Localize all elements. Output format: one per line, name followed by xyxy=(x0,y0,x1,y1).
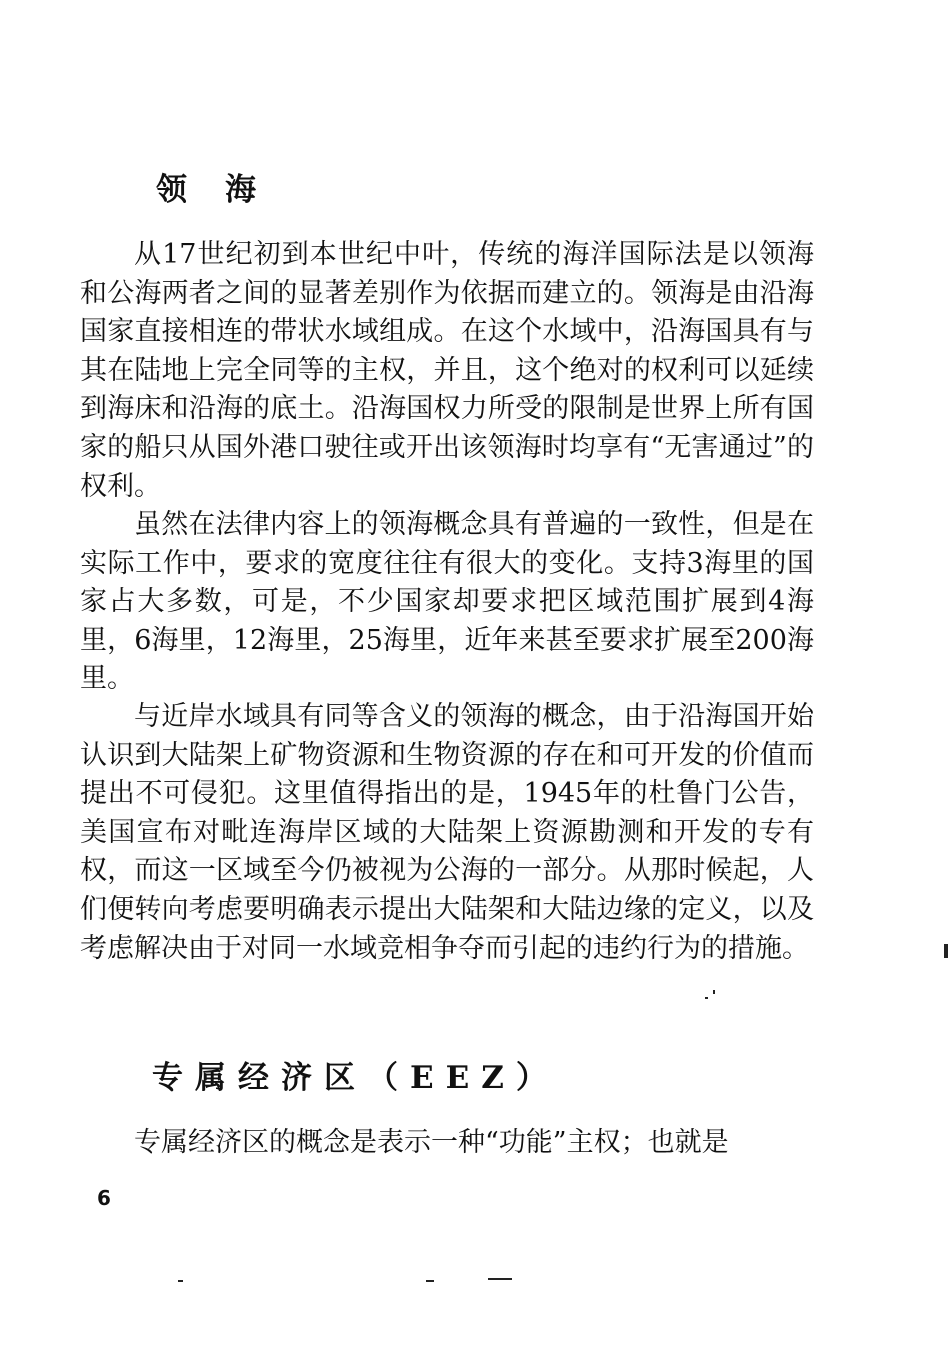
scan-speck xyxy=(426,1280,434,1282)
scan-speck xyxy=(944,944,948,958)
paragraph-4: 专属经济区的概念是表示一种“功能”主权；也就是 xyxy=(134,1127,729,1158)
scan-speck xyxy=(713,990,715,994)
scan-speck xyxy=(705,997,708,999)
section-heading-territorial-sea: 领海 xyxy=(156,172,294,208)
paragraph-1: 从17世纪初到本世纪中叶，传统的海洋国际法是以领海和公海两者之间的显著差别作为依据而建立的。领海是由沿海国家直接相连的带状水域组成。在这个水域中，沿海国具有与其在陆地上完全同等的主权，并且，这个绝对的权利可以延续到海床和沿海的底土。沿海国权力所受的限制是世界上所有国家的船只从国外港口驶往或开出该领海时均享有“无害通过”的权利。 xyxy=(80,239,814,502)
scan-speck xyxy=(178,1280,183,1282)
paragraph-3: 与近岸水域具有同等含义的领海的概念，由于沿海国开始认识到大陆架上矿物资源和生物资源的存在和可开发的价值而提出不可侵犯。这里值得指出的是，1945年的杜鲁门公告，美国宣布对毗连海岸区域的大陆架上资源勘测和开发的专有权，而这一区域至今仍被视为公海的一部分。从那时候起，人们便转向考虑要明确表示提出大陆架和大陆边缘的定义，以及考虑解决由于对同一水域竞相争夺而引起的违约行为的措施。 xyxy=(80,701,814,964)
scan-speck xyxy=(488,1278,512,1280)
page-number: 6 xyxy=(97,1186,111,1210)
section-heading-eez: 专属经济区（EEZ） xyxy=(152,1060,559,1096)
paragraph-2: 虽然在法律内容上的领海概念具有普遍的一致性，但是在实际工作中，要求的宽度往往有很大的变化。支持3海里的国家占大多数，可是，不少国家却要求把区域范围扩展到4海里，6海里，12海里，25海里，近年来甚至要求扩展至200海里。 xyxy=(80,509,814,695)
